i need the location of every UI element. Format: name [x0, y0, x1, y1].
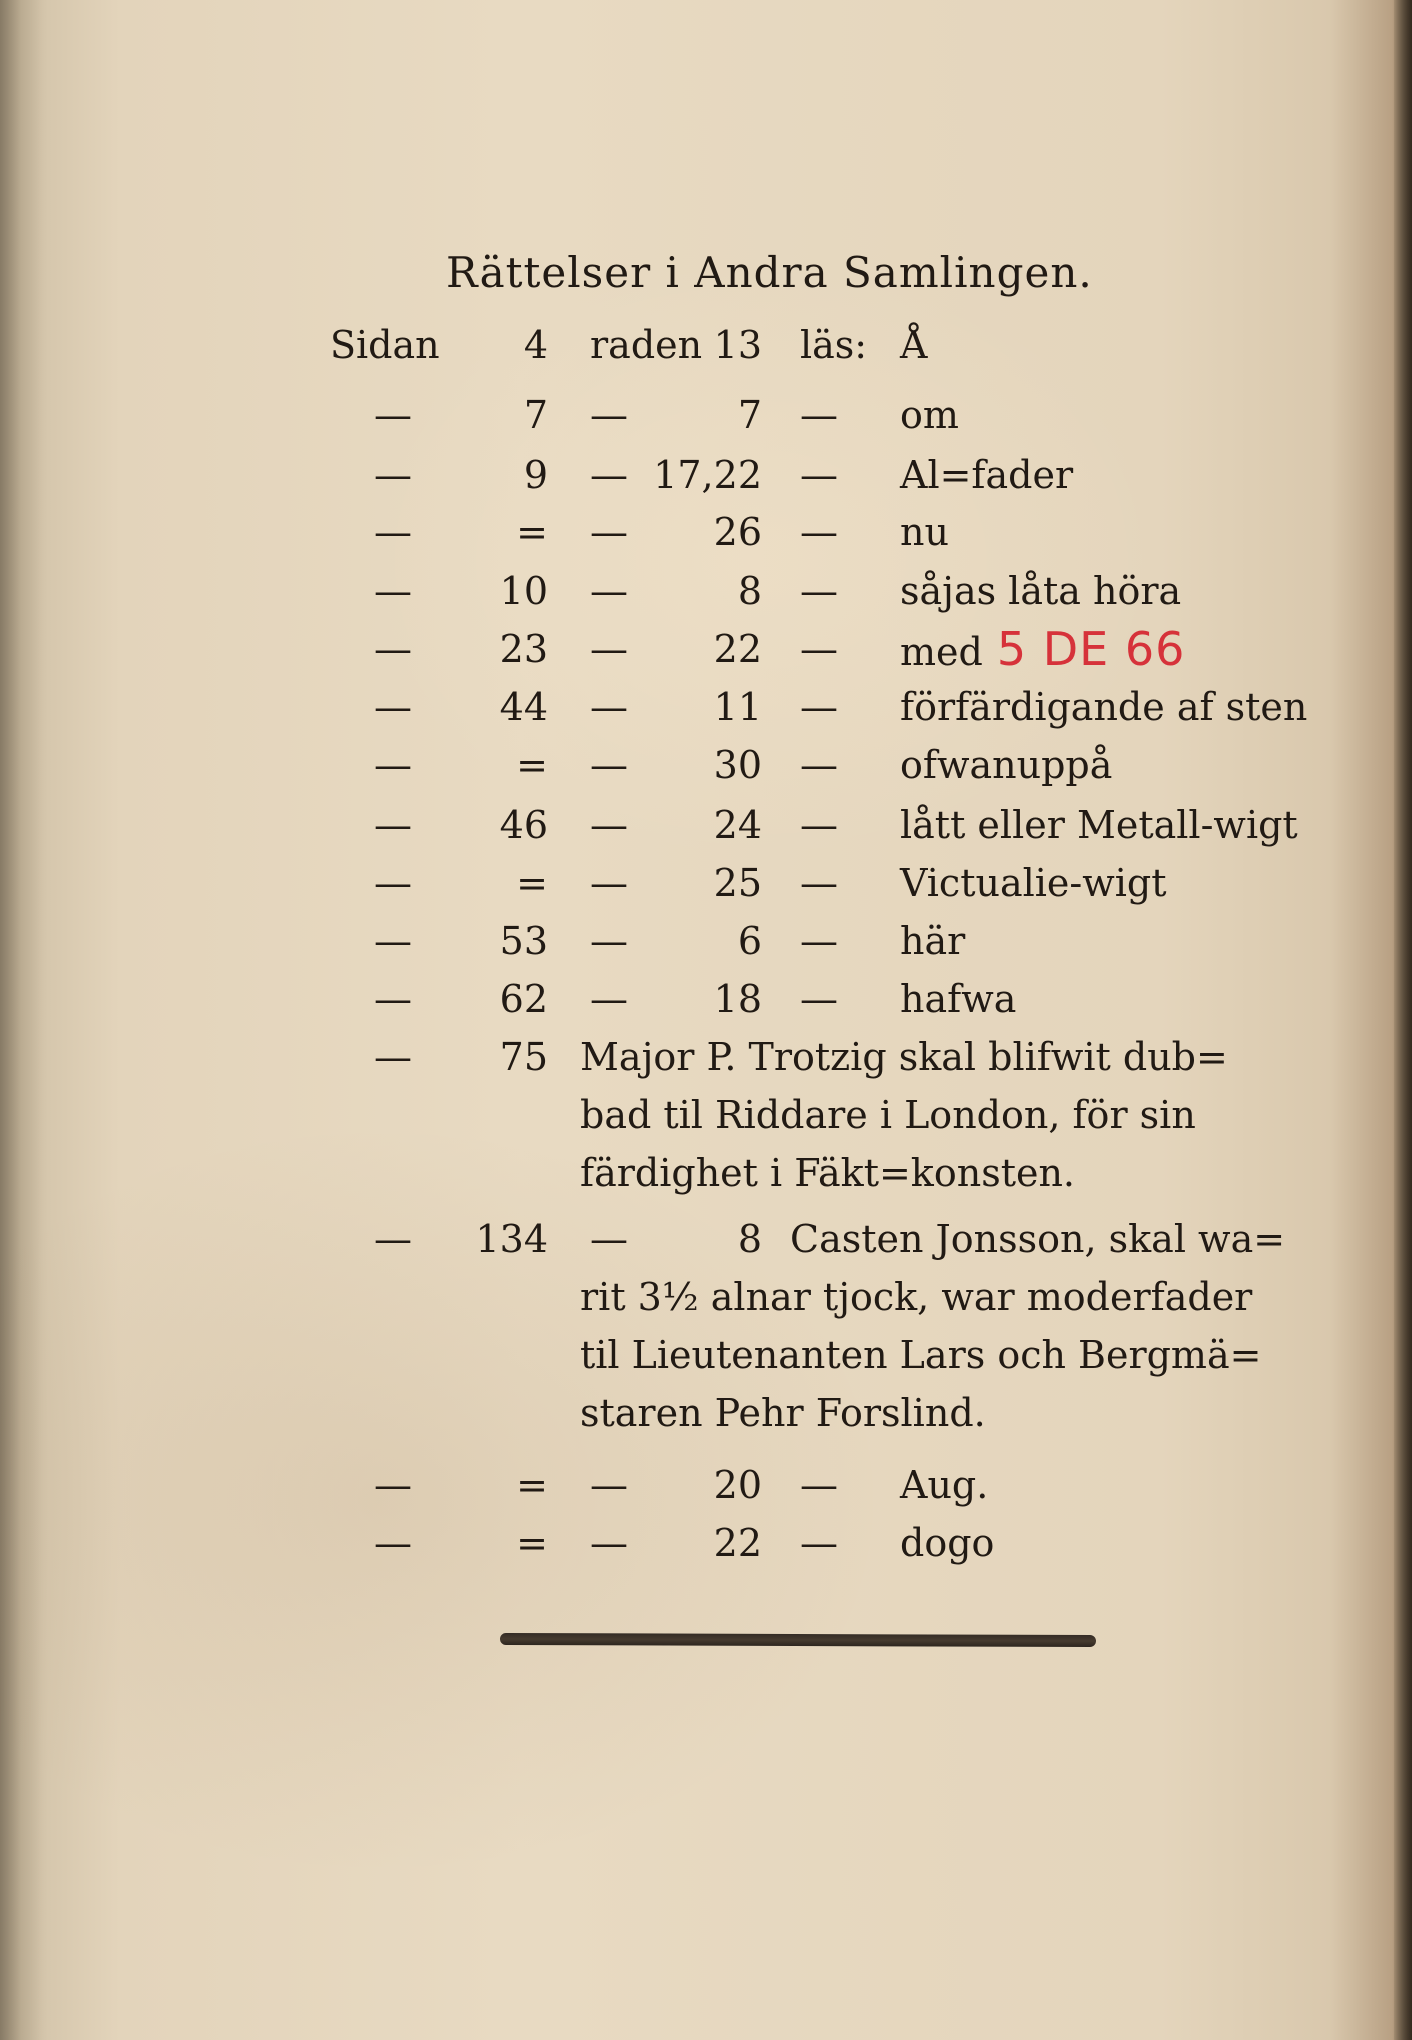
dash-marker: —: [800, 1521, 838, 1565]
dash-marker: —: [800, 861, 838, 905]
line-number: 22: [713, 627, 762, 671]
dash-marker: —: [800, 803, 838, 847]
dash-marker: —: [590, 453, 628, 497]
dash-marker: —: [590, 685, 628, 729]
line-number: 11: [713, 685, 762, 729]
correction-text: Al=fader: [900, 453, 1074, 497]
correction-text: [900, 620, 1185, 681]
line-number: 30: [713, 743, 762, 787]
correction-text: om: [900, 393, 959, 437]
line-number: 22: [713, 1521, 762, 1565]
dash-marker: —: [374, 803, 412, 847]
continuation-line: [0, 1144, 1412, 1202]
continuation-text: bad til Riddare i London, för sin: [580, 1093, 1196, 1137]
page-number: =: [516, 1521, 548, 1565]
dash-marker: —: [374, 569, 412, 613]
continuation-text: til Lieutenanten Lars och Bergmä=: [580, 1333, 1262, 1377]
errata-row: [0, 316, 1412, 374]
correction-text: Casten Jonsson, skal wa=: [790, 1217, 1286, 1261]
correction-text: dogo: [900, 1521, 995, 1565]
dash-marker: —: [800, 743, 838, 787]
line-number: 24: [713, 803, 762, 847]
dash-marker: —: [374, 1217, 412, 1261]
errata-row: [0, 620, 1412, 678]
continuation-text: staren Pehr Forslind.: [580, 1391, 986, 1435]
dash-marker: —: [374, 685, 412, 729]
document-title: Rättelser i Andra Samlingen.: [446, 248, 1093, 297]
dash-marker: —: [800, 1463, 838, 1507]
dash-marker: —: [590, 627, 628, 671]
errata-row: [0, 1028, 1412, 1086]
line-number: 25: [713, 861, 762, 905]
continuation-line: [0, 1268, 1412, 1326]
line-number: 8: [737, 1217, 762, 1261]
correction-text: nu: [900, 510, 949, 554]
errata-row: [0, 1456, 1412, 1514]
correction-text: hafwa: [900, 977, 1017, 1021]
page-number: =: [516, 743, 548, 787]
errata-row: [0, 446, 1412, 504]
dash-marker: —: [590, 861, 628, 905]
errata-row: [0, 1514, 1412, 1572]
dash-marker: —: [590, 510, 628, 554]
row-word: läs:: [800, 323, 868, 367]
errata-row: [0, 796, 1412, 854]
dash-marker: —: [590, 803, 628, 847]
dash-marker: —: [590, 1217, 628, 1261]
continuation-line: [0, 1326, 1412, 1384]
page-number: 23: [499, 627, 548, 671]
line-number: 17,22: [653, 453, 762, 497]
row-word: raden: [590, 323, 703, 367]
page-number: 53: [499, 919, 548, 963]
correction-text: Major P. Trotzig skal blifwit dub=: [580, 1035, 1228, 1079]
errata-row: [0, 1210, 1412, 1268]
dash-marker: —: [800, 919, 838, 963]
line-number: 6: [737, 919, 762, 963]
dash-marker: —: [374, 627, 412, 671]
ornamental-rule: [500, 1633, 1096, 1647]
dash-marker: —: [374, 1463, 412, 1507]
errata-row: [0, 503, 1412, 561]
page-number: 7: [523, 393, 548, 437]
correction-text: såjas låta höra: [900, 569, 1182, 613]
correction-text: Aug.: [900, 1463, 989, 1507]
dash-marker: —: [590, 919, 628, 963]
errata-row: [0, 386, 1412, 444]
errata-row: [0, 562, 1412, 620]
errata-row: [0, 678, 1412, 736]
correction-text: Å: [900, 323, 928, 367]
errata-row: [0, 736, 1412, 794]
dash-marker: —: [374, 453, 412, 497]
dash-marker: —: [590, 569, 628, 613]
page-number: 75: [499, 1035, 548, 1079]
dash-marker: —: [800, 510, 838, 554]
page-number: 62: [499, 977, 548, 1021]
page-number: 9: [523, 453, 548, 497]
continuation-line: [0, 1086, 1412, 1144]
page-number: 10: [499, 569, 548, 613]
dash-marker: —: [374, 1035, 412, 1079]
dash-marker: —: [590, 1521, 628, 1565]
dash-marker: —: [590, 743, 628, 787]
errata-row: [0, 970, 1412, 1028]
correction-text: ofwanuppå: [900, 743, 1113, 787]
dash-marker: —: [374, 977, 412, 1021]
dash-marker: —: [800, 393, 838, 437]
dash-marker: —: [800, 627, 838, 671]
dash-marker: —: [374, 861, 412, 905]
dash-marker: —: [590, 393, 628, 437]
correction-text: här: [900, 919, 966, 963]
page-number: =: [516, 510, 548, 554]
dash-marker: —: [590, 977, 628, 1021]
dash-marker: —: [374, 393, 412, 437]
dash-marker: —: [800, 977, 838, 1021]
line-number: 18: [713, 977, 762, 1021]
dash-marker: —: [800, 685, 838, 729]
row-label: Sidan: [330, 323, 440, 367]
red-stamp: 5 DE 66: [996, 622, 1186, 676]
line-number: 8: [737, 569, 762, 613]
correction-text: Victualie-wigt: [900, 861, 1167, 905]
dash-marker: —: [374, 1521, 412, 1565]
dash-marker: —: [374, 510, 412, 554]
page-number: 134: [475, 1217, 548, 1261]
correction-word: med: [900, 630, 983, 674]
errata-row: [0, 912, 1412, 970]
dash-marker: —: [590, 1463, 628, 1507]
line-number: 20: [713, 1463, 762, 1507]
line-number: 26: [713, 510, 762, 554]
continuation-text: färdighet i Fäkt=konsten.: [580, 1151, 1076, 1195]
errata-row: [0, 854, 1412, 912]
page-number: 44: [499, 685, 548, 729]
correction-text: förfärdigande af sten: [900, 685, 1308, 729]
line-number: 13: [713, 323, 762, 367]
continuation-text: rit 3½ alnar tjock, war moderfader: [580, 1275, 1253, 1319]
dash-marker: —: [800, 569, 838, 613]
page-number: 4: [523, 323, 548, 367]
page-number: 46: [499, 803, 548, 847]
page-number: =: [516, 861, 548, 905]
dash-marker: —: [374, 919, 412, 963]
line-number: 7: [737, 393, 762, 437]
page-number: =: [516, 1463, 548, 1507]
dash-marker: —: [800, 453, 838, 497]
continuation-line: [0, 1384, 1412, 1442]
dash-marker: —: [374, 743, 412, 787]
correction-text: lått eller Metall-wigt: [900, 803, 1298, 847]
